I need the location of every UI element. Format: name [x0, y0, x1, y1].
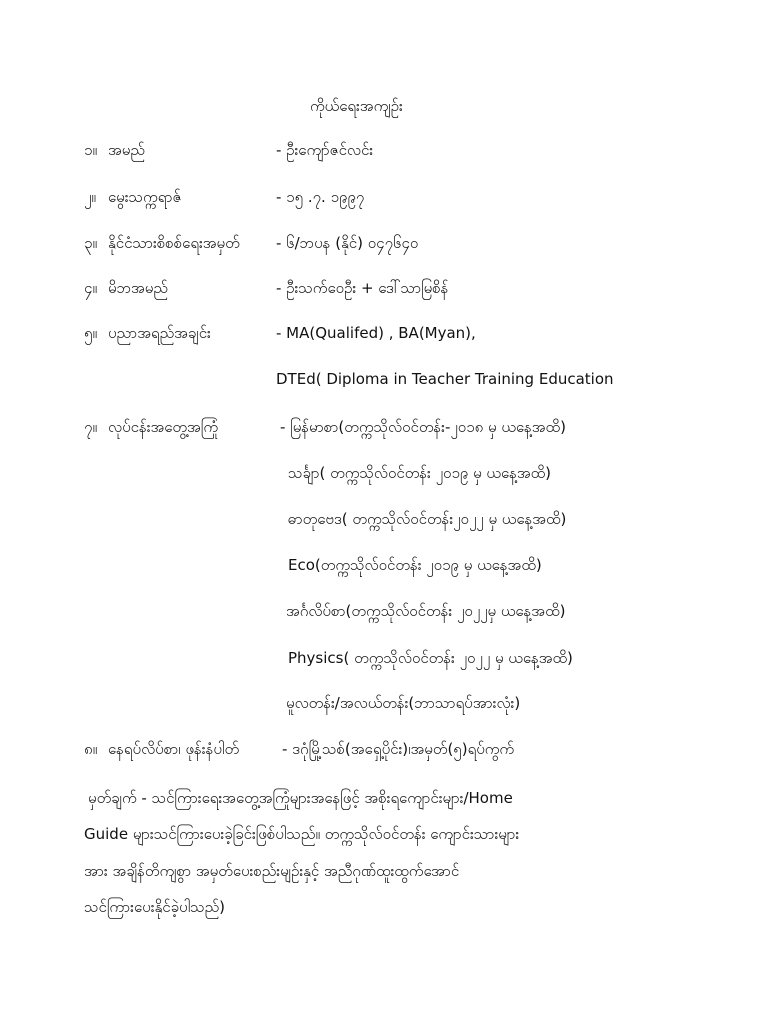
- field-value-dob: - ၁၅ .၇. ၁၉၉၇: [276, 188, 365, 206]
- field-label-parents: မိဘအမည်: [108, 279, 168, 297]
- field-value-nrc: - ၆/ဘပန (နိုင်) ၀၄၇၆၄၀: [276, 234, 419, 252]
- field-label-nrc: နိုင်ငံသားစိစစ်ရေးအမှတ်: [108, 234, 240, 252]
- field-label-education: ပညာအရည်အချင်း: [108, 324, 211, 342]
- note-line: အား အချိန်တိကျစွာ အမှတ်ပေးစည်းမျဉ်းနှင့် အညီဂုဏ်ထူးထွက်အောင်: [84, 862, 460, 880]
- field-number: ၈။: [84, 740, 98, 758]
- field-label-dob: မွေးသက္ကရာဇ်: [108, 188, 182, 206]
- education-extra: DTEd( Diploma in Teacher Training Education: [276, 370, 614, 388]
- field-number: ၂။: [84, 188, 96, 206]
- field-number: ၄။: [84, 279, 97, 297]
- note-line: မှတ်ချက် - သင်ကြားရေးအတွေ့အကြုံများအနေဖြင့် အစိုးရကျောင်းများ/Home: [88, 789, 513, 807]
- document-title: ကိုယ်ရေးအကျဉ်း: [310, 97, 403, 115]
- field-value-name: - ဦးကျော်ဇင်လင်း: [276, 141, 374, 159]
- field-label-address: နေရပ်လိပ်စာ၊ ဖုန်းနံပါတ်: [108, 740, 240, 758]
- field-number: ၇။: [84, 418, 97, 436]
- field-value-parents: - ဦးသက်ဝေဦး + ဒေါ်သာမြစိန်: [276, 279, 449, 297]
- field-value-education: - MA(Qualifed) , BA(Myan),: [276, 324, 476, 342]
- experience-item: Physics( တက္ကသိုလ်ဝင်တန်း ၂၀၂၂ မှ ယနေ့အထိ): [288, 649, 573, 667]
- experience-item: သင်္ချာ( တက္ကသိုလ်ဝင်တန်း ၂၀၁၉ မှ ယနေ့အထိ): [288, 464, 552, 482]
- experience-item: ဓာတုဗေဒ( တက္ကသိုလ်ဝင်တန်း၂၀၂၂ မှ ယနေ့အထိ): [288, 510, 567, 528]
- experience-item: အင်္ဂလိပ်စာ(တက္ကသိုလ်ဝင်တန်း ၂၀၂၂မှ ယနေ့အထိ): [286, 602, 566, 620]
- field-value-address: - ဒဂုံမြို့သစ်(အရှေ့ပိုင်း)၊အမှတ်(၅)ရပ်ကွက်: [282, 740, 515, 758]
- field-number: ၁။: [84, 141, 97, 159]
- note-line: သင်ကြားပေးနိုင်ခဲ့ပါသည်): [84, 898, 226, 916]
- experience-item: Eco(တက္ကသိုလ်ဝင်တန်း ၂၀၁၉ မှ ယနေ့အထိ): [288, 556, 542, 574]
- experience-item: - မြန်မာစာ(တက္ကသိုလ်ဝင်တန်း-၂၀၁၈ မှ ယနေ့အထိ): [280, 418, 566, 436]
- field-label-name: အမည်: [108, 141, 145, 159]
- field-label-experience: လုပ်ငန်းအတွေ့အကြုံ: [108, 418, 218, 436]
- experience-item: မူလတန်း/အလယ်တန်း(ဘာသာရပ်အားလုံး): [286, 694, 521, 712]
- note-line: Guide များသင်ကြားပေးခဲ့ခြင်းဖြစ်ပါသည်။ တက္ကသိုလ်ဝင်တန်း ကျောင်းသားများ: [84, 825, 520, 843]
- field-number: ၃။: [84, 234, 97, 252]
- field-number: ၅။: [84, 324, 97, 342]
